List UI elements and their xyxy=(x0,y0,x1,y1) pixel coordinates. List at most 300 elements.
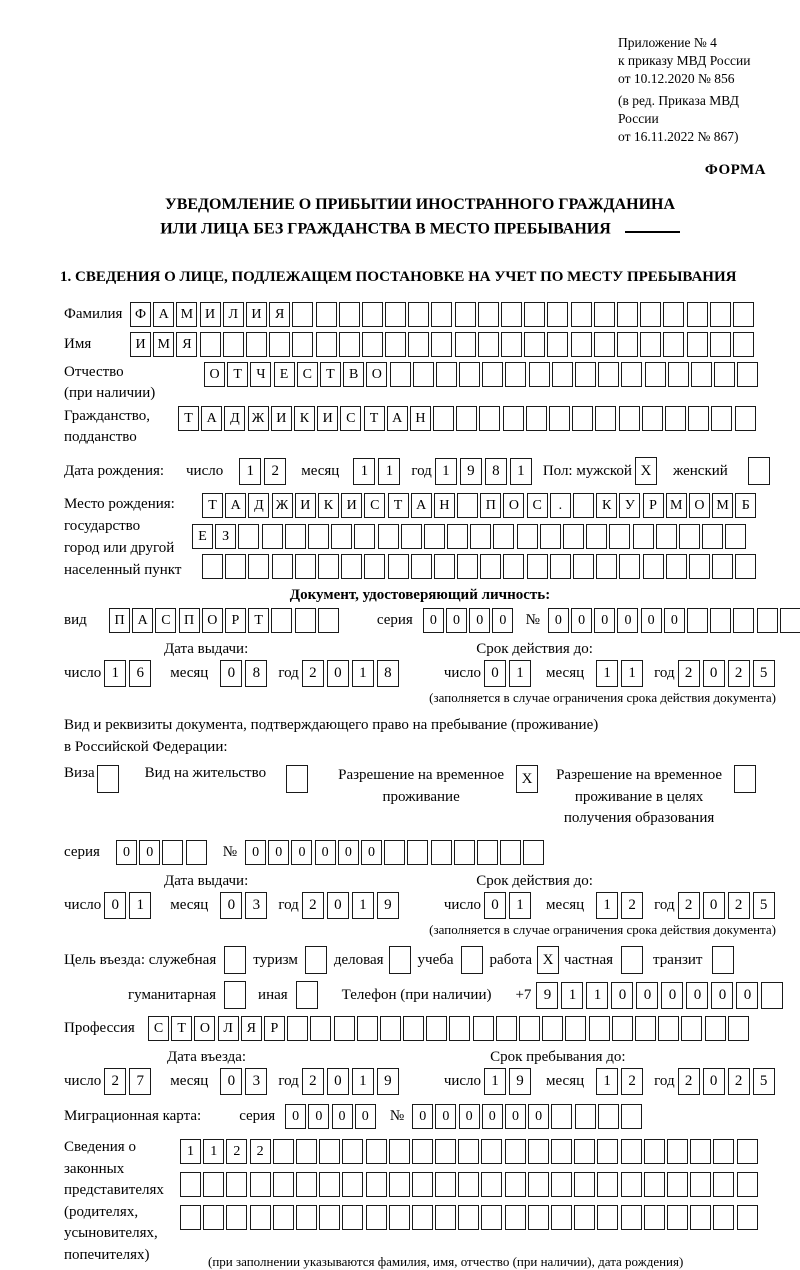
char-box[interactable] xyxy=(436,362,457,387)
char-box[interactable]: Т xyxy=(364,406,385,431)
char-box[interactable] xyxy=(362,332,383,357)
char-box[interactable] xyxy=(735,406,756,431)
char-box[interactable]: 0 xyxy=(594,608,615,633)
char-box[interactable]: 1 xyxy=(352,1068,374,1095)
char-box[interactable] xyxy=(519,1016,540,1041)
char-box[interactable] xyxy=(449,1016,470,1041)
char-box[interactable] xyxy=(640,332,661,357)
char-box[interactable]: М xyxy=(176,302,197,327)
char-box[interactable] xyxy=(292,302,313,327)
char-box[interactable]: Т xyxy=(248,608,269,633)
char-box[interactable] xyxy=(287,1016,308,1041)
char-box[interactable] xyxy=(496,1016,517,1041)
char-box[interactable] xyxy=(273,1139,294,1164)
char-box[interactable] xyxy=(667,1172,688,1197)
char-box[interactable] xyxy=(503,554,524,579)
char-box[interactable] xyxy=(688,406,709,431)
char-box[interactable] xyxy=(186,840,207,865)
char-box[interactable] xyxy=(203,1172,224,1197)
char-box[interactable]: 0 xyxy=(245,840,266,865)
char-box[interactable] xyxy=(687,608,708,633)
char-box[interactable] xyxy=(319,1172,340,1197)
char-box[interactable]: 0 xyxy=(736,982,758,1009)
char-box[interactable]: С xyxy=(155,608,176,633)
char-box[interactable] xyxy=(248,554,269,579)
char-box[interactable]: И xyxy=(341,493,362,518)
char-box[interactable]: 1 xyxy=(596,892,618,919)
char-box[interactable]: 3 xyxy=(245,1068,267,1095)
temp-residence-checkbox[interactable]: X xyxy=(516,765,538,793)
char-box[interactable]: 9 xyxy=(460,458,482,485)
char-box[interactable] xyxy=(407,840,428,865)
char-box[interactable] xyxy=(617,302,638,327)
char-box[interactable]: 2 xyxy=(104,1068,126,1095)
char-box[interactable]: П xyxy=(179,608,200,633)
char-box[interactable] xyxy=(645,362,666,387)
char-box[interactable]: Т xyxy=(320,362,341,387)
char-box[interactable] xyxy=(757,608,778,633)
char-box[interactable]: 5 xyxy=(753,892,775,919)
char-box[interactable]: 0 xyxy=(711,982,733,1009)
purpose-other-checkbox[interactable] xyxy=(296,981,318,1009)
char-box[interactable]: А xyxy=(225,493,246,518)
char-box[interactable] xyxy=(273,1172,294,1197)
char-box[interactable]: 0 xyxy=(484,660,506,687)
char-box[interactable] xyxy=(424,524,445,549)
char-box[interactable]: 1 xyxy=(586,982,608,1009)
char-box[interactable] xyxy=(621,1139,642,1164)
char-box[interactable] xyxy=(735,554,756,579)
char-box[interactable] xyxy=(458,1139,479,1164)
char-box[interactable] xyxy=(246,332,267,357)
char-box[interactable]: М xyxy=(153,332,174,357)
char-box[interactable]: И xyxy=(130,332,151,357)
char-box[interactable] xyxy=(621,362,642,387)
char-box[interactable]: Е xyxy=(274,362,295,387)
char-box[interactable]: 2 xyxy=(302,892,324,919)
char-box[interactable] xyxy=(292,332,313,357)
char-box[interactable]: 2 xyxy=(621,1068,643,1095)
char-box[interactable] xyxy=(691,362,712,387)
char-box[interactable]: 0 xyxy=(571,608,592,633)
char-box[interactable] xyxy=(737,1205,758,1230)
char-box[interactable] xyxy=(681,1016,702,1041)
char-box[interactable]: 2 xyxy=(728,1068,750,1095)
char-box[interactable]: 2 xyxy=(728,660,750,687)
char-box[interactable]: О xyxy=(204,362,225,387)
char-box[interactable] xyxy=(690,1139,711,1164)
char-box[interactable]: 1 xyxy=(621,660,643,687)
char-box[interactable] xyxy=(524,332,545,357)
char-box[interactable]: 8 xyxy=(245,660,267,687)
char-box[interactable]: И xyxy=(317,406,338,431)
char-box[interactable]: 0 xyxy=(661,982,683,1009)
char-box[interactable]: 2 xyxy=(678,892,700,919)
char-box[interactable] xyxy=(435,1139,456,1164)
char-box[interactable]: Ч xyxy=(250,362,271,387)
char-box[interactable] xyxy=(733,302,754,327)
char-box[interactable]: П xyxy=(109,608,130,633)
char-box[interactable] xyxy=(663,332,684,357)
char-box[interactable] xyxy=(619,406,640,431)
char-box[interactable]: Ф xyxy=(130,302,151,327)
temp-residence-education-checkbox[interactable] xyxy=(734,765,756,793)
char-box[interactable]: А xyxy=(153,302,174,327)
char-box[interactable] xyxy=(180,1205,201,1230)
char-box[interactable]: 0 xyxy=(686,982,708,1009)
char-box[interactable] xyxy=(644,1172,665,1197)
char-box[interactable] xyxy=(524,302,545,327)
char-box[interactable] xyxy=(342,1205,363,1230)
char-box[interactable]: 0 xyxy=(220,1068,242,1095)
char-box[interactable] xyxy=(597,1172,618,1197)
char-box[interactable] xyxy=(203,1205,224,1230)
char-box[interactable] xyxy=(431,840,452,865)
char-box[interactable] xyxy=(426,1016,447,1041)
char-box[interactable]: 0 xyxy=(482,1104,503,1129)
char-box[interactable]: 6 xyxy=(129,660,151,687)
char-box[interactable]: 0 xyxy=(338,840,359,865)
char-box[interactable] xyxy=(503,406,524,431)
char-box[interactable]: О xyxy=(503,493,524,518)
char-box[interactable] xyxy=(342,1172,363,1197)
char-box[interactable] xyxy=(403,1016,424,1041)
char-box[interactable]: 0 xyxy=(220,892,242,919)
char-box[interactable] xyxy=(550,554,571,579)
residence-permit-checkbox[interactable] xyxy=(286,765,308,793)
char-box[interactable] xyxy=(457,493,478,518)
char-box[interactable]: 0 xyxy=(327,1068,349,1095)
char-box[interactable]: К xyxy=(596,493,617,518)
char-box[interactable] xyxy=(454,840,475,865)
char-box[interactable] xyxy=(319,1205,340,1230)
char-box[interactable]: 2 xyxy=(678,1068,700,1095)
char-box[interactable] xyxy=(640,302,661,327)
char-box[interactable]: 0 xyxy=(492,608,513,633)
char-box[interactable] xyxy=(529,362,550,387)
char-box[interactable]: 0 xyxy=(703,660,725,687)
char-box[interactable]: 0 xyxy=(446,608,467,633)
char-box[interactable] xyxy=(609,524,630,549)
char-box[interactable] xyxy=(493,524,514,549)
char-box[interactable] xyxy=(319,1139,340,1164)
char-box[interactable] xyxy=(505,1139,526,1164)
purpose-official-checkbox[interactable] xyxy=(224,946,246,974)
char-box[interactable]: К xyxy=(318,493,339,518)
char-box[interactable]: 1 xyxy=(352,660,374,687)
char-box[interactable] xyxy=(679,524,700,549)
char-box[interactable] xyxy=(737,1139,758,1164)
char-box[interactable]: 1 xyxy=(104,660,126,687)
char-box[interactable] xyxy=(612,1016,633,1041)
char-box[interactable] xyxy=(523,840,544,865)
char-box[interactable]: 1 xyxy=(353,458,375,485)
char-box[interactable]: Я xyxy=(176,332,197,357)
char-box[interactable] xyxy=(500,840,521,865)
char-box[interactable] xyxy=(457,554,478,579)
char-box[interactable] xyxy=(225,554,246,579)
char-box[interactable] xyxy=(552,362,573,387)
char-box[interactable] xyxy=(434,554,455,579)
char-box[interactable] xyxy=(712,554,733,579)
char-box[interactable]: 1 xyxy=(484,1068,506,1095)
char-box[interactable]: О xyxy=(202,608,223,633)
char-box[interactable]: И xyxy=(271,406,292,431)
char-box[interactable] xyxy=(642,406,663,431)
char-box[interactable] xyxy=(689,554,710,579)
char-box[interactable]: Н xyxy=(410,406,431,431)
char-box[interactable] xyxy=(295,608,316,633)
char-box[interactable] xyxy=(296,1139,317,1164)
char-box[interactable] xyxy=(378,524,399,549)
char-box[interactable]: 2 xyxy=(728,892,750,919)
char-box[interactable] xyxy=(271,608,292,633)
char-box[interactable]: С xyxy=(148,1016,169,1041)
char-box[interactable] xyxy=(728,1016,749,1041)
visa-checkbox[interactable] xyxy=(97,765,119,793)
char-box[interactable]: 9 xyxy=(536,982,558,1009)
char-box[interactable] xyxy=(705,1016,726,1041)
char-box[interactable] xyxy=(526,406,547,431)
char-box[interactable]: 0 xyxy=(484,892,506,919)
char-box[interactable] xyxy=(366,1139,387,1164)
char-box[interactable] xyxy=(551,1205,572,1230)
char-box[interactable]: Т xyxy=(178,406,199,431)
char-box[interactable] xyxy=(574,1139,595,1164)
char-box[interactable] xyxy=(390,362,411,387)
char-box[interactable] xyxy=(431,332,452,357)
char-box[interactable]: 0 xyxy=(291,840,312,865)
char-box[interactable]: Т xyxy=(171,1016,192,1041)
char-box[interactable] xyxy=(295,554,316,579)
char-box[interactable]: 1 xyxy=(378,458,400,485)
char-box[interactable] xyxy=(477,840,498,865)
char-box[interactable]: С xyxy=(364,493,385,518)
char-box[interactable] xyxy=(565,1016,586,1041)
char-box[interactable]: . xyxy=(550,493,571,518)
char-box[interactable] xyxy=(549,406,570,431)
char-box[interactable]: Р xyxy=(264,1016,285,1041)
char-box[interactable]: 0 xyxy=(641,608,662,633)
purpose-work-checkbox[interactable]: X xyxy=(537,946,559,974)
char-box[interactable]: 1 xyxy=(180,1139,201,1164)
char-box[interactable] xyxy=(619,554,640,579)
char-box[interactable]: А xyxy=(411,493,432,518)
char-box[interactable]: В xyxy=(343,362,364,387)
char-box[interactable] xyxy=(354,524,375,549)
char-box[interactable] xyxy=(644,1139,665,1164)
char-box[interactable] xyxy=(644,1205,665,1230)
char-box[interactable] xyxy=(598,1104,619,1129)
char-box[interactable]: 0 xyxy=(469,608,490,633)
char-box[interactable] xyxy=(710,608,731,633)
char-box[interactable] xyxy=(401,524,422,549)
char-box[interactable] xyxy=(435,1172,456,1197)
char-box[interactable]: С xyxy=(340,406,361,431)
char-box[interactable] xyxy=(501,332,522,357)
char-box[interactable]: 2 xyxy=(302,1068,324,1095)
char-box[interactable] xyxy=(226,1205,247,1230)
char-box[interactable]: 0 xyxy=(327,660,349,687)
char-box[interactable]: 0 xyxy=(636,982,658,1009)
char-box[interactable]: 2 xyxy=(621,892,643,919)
char-box[interactable] xyxy=(316,332,337,357)
char-box[interactable]: 0 xyxy=(104,892,126,919)
char-box[interactable]: 0 xyxy=(285,1104,306,1129)
char-box[interactable] xyxy=(667,1205,688,1230)
char-box[interactable] xyxy=(341,554,362,579)
char-box[interactable] xyxy=(481,1205,502,1230)
char-box[interactable] xyxy=(411,554,432,579)
char-box[interactable] xyxy=(551,1104,572,1129)
char-box[interactable] xyxy=(547,332,568,357)
char-box[interactable] xyxy=(621,1172,642,1197)
char-box[interactable] xyxy=(594,302,615,327)
char-box[interactable]: 0 xyxy=(611,982,633,1009)
char-box[interactable]: И xyxy=(200,302,221,327)
char-box[interactable] xyxy=(690,1172,711,1197)
char-box[interactable] xyxy=(412,1172,433,1197)
char-box[interactable] xyxy=(458,1172,479,1197)
char-box[interactable] xyxy=(761,982,783,1009)
char-box[interactable] xyxy=(296,1205,317,1230)
char-box[interactable] xyxy=(342,1139,363,1164)
char-box[interactable]: 0 xyxy=(435,1104,456,1129)
char-box[interactable] xyxy=(563,524,584,549)
char-box[interactable] xyxy=(551,1172,572,1197)
char-box[interactable]: 0 xyxy=(116,840,137,865)
char-box[interactable]: 0 xyxy=(664,608,685,633)
char-box[interactable] xyxy=(318,608,339,633)
char-box[interactable]: Т xyxy=(227,362,248,387)
char-box[interactable] xyxy=(780,608,800,633)
char-box[interactable] xyxy=(238,524,259,549)
char-box[interactable] xyxy=(455,332,476,357)
char-box[interactable] xyxy=(571,302,592,327)
char-box[interactable]: И xyxy=(295,493,316,518)
char-box[interactable] xyxy=(505,1205,526,1230)
char-box[interactable] xyxy=(528,1139,549,1164)
char-box[interactable]: 2 xyxy=(250,1139,271,1164)
char-box[interactable] xyxy=(478,302,499,327)
char-box[interactable]: О xyxy=(194,1016,215,1041)
char-box[interactable]: Л xyxy=(218,1016,239,1041)
char-box[interactable] xyxy=(388,554,409,579)
char-box[interactable] xyxy=(663,302,684,327)
purpose-private-checkbox[interactable] xyxy=(621,946,643,974)
char-box[interactable] xyxy=(250,1205,271,1230)
char-box[interactable] xyxy=(710,302,731,327)
char-box[interactable] xyxy=(408,302,429,327)
char-box[interactable] xyxy=(594,332,615,357)
char-box[interactable]: Ж xyxy=(248,406,269,431)
char-box[interactable]: 1 xyxy=(510,458,532,485)
char-box[interactable] xyxy=(380,1016,401,1041)
char-box[interactable] xyxy=(713,1172,734,1197)
char-box[interactable] xyxy=(385,332,406,357)
char-box[interactable]: 0 xyxy=(423,608,444,633)
char-box[interactable] xyxy=(658,1016,679,1041)
char-box[interactable]: С xyxy=(297,362,318,387)
char-box[interactable] xyxy=(389,1172,410,1197)
char-box[interactable]: 9 xyxy=(509,1068,531,1095)
char-box[interactable] xyxy=(456,406,477,431)
char-box[interactable]: 0 xyxy=(412,1104,433,1129)
char-box[interactable] xyxy=(643,554,664,579)
char-box[interactable]: Р xyxy=(225,608,246,633)
char-box[interactable]: 8 xyxy=(485,458,507,485)
char-box[interactable] xyxy=(273,1205,294,1230)
char-box[interactable] xyxy=(285,524,306,549)
char-box[interactable] xyxy=(528,1205,549,1230)
char-box[interactable]: 9 xyxy=(377,1068,399,1095)
char-box[interactable]: К xyxy=(294,406,315,431)
char-box[interactable] xyxy=(202,554,223,579)
char-box[interactable] xyxy=(573,554,594,579)
char-box[interactable] xyxy=(656,524,677,549)
char-box[interactable] xyxy=(459,362,480,387)
char-box[interactable] xyxy=(542,1016,563,1041)
char-box[interactable] xyxy=(574,1205,595,1230)
char-box[interactable]: Д xyxy=(224,406,245,431)
char-box[interactable] xyxy=(572,406,593,431)
char-box[interactable]: 9 xyxy=(377,892,399,919)
char-box[interactable] xyxy=(262,524,283,549)
char-box[interactable] xyxy=(617,332,638,357)
char-box[interactable] xyxy=(385,302,406,327)
char-box[interactable] xyxy=(713,1139,734,1164)
char-box[interactable]: 1 xyxy=(203,1139,224,1164)
char-box[interactable]: Р xyxy=(643,493,664,518)
char-box[interactable] xyxy=(413,362,434,387)
char-box[interactable]: 0 xyxy=(617,608,638,633)
char-box[interactable] xyxy=(316,302,337,327)
char-box[interactable] xyxy=(481,1139,502,1164)
char-box[interactable]: 1 xyxy=(509,892,531,919)
char-box[interactable] xyxy=(547,302,568,327)
char-box[interactable]: 0 xyxy=(548,608,569,633)
char-box[interactable] xyxy=(481,1172,502,1197)
char-box[interactable] xyxy=(687,302,708,327)
char-box[interactable] xyxy=(725,524,746,549)
char-box[interactable] xyxy=(433,406,454,431)
char-box[interactable] xyxy=(505,1172,526,1197)
char-box[interactable] xyxy=(737,362,758,387)
char-box[interactable]: Т xyxy=(202,493,223,518)
char-box[interactable]: Т xyxy=(388,493,409,518)
char-box[interactable]: О xyxy=(366,362,387,387)
char-box[interactable] xyxy=(665,406,686,431)
char-box[interactable] xyxy=(431,302,452,327)
char-box[interactable] xyxy=(551,1139,572,1164)
purpose-transit-checkbox[interactable] xyxy=(712,946,734,974)
char-box[interactable]: Д xyxy=(248,493,269,518)
char-box[interactable] xyxy=(412,1205,433,1230)
char-box[interactable] xyxy=(412,1139,433,1164)
char-box[interactable] xyxy=(596,554,617,579)
char-box[interactable] xyxy=(334,1016,355,1041)
char-box[interactable] xyxy=(162,840,183,865)
char-box[interactable] xyxy=(200,332,221,357)
char-box[interactable] xyxy=(339,332,360,357)
char-box[interactable] xyxy=(250,1172,271,1197)
char-box[interactable] xyxy=(666,554,687,579)
char-box[interactable]: 0 xyxy=(315,840,336,865)
char-box[interactable]: 1 xyxy=(596,660,618,687)
char-box[interactable]: О xyxy=(689,493,710,518)
char-box[interactable] xyxy=(318,554,339,579)
char-box[interactable]: 3 xyxy=(245,892,267,919)
